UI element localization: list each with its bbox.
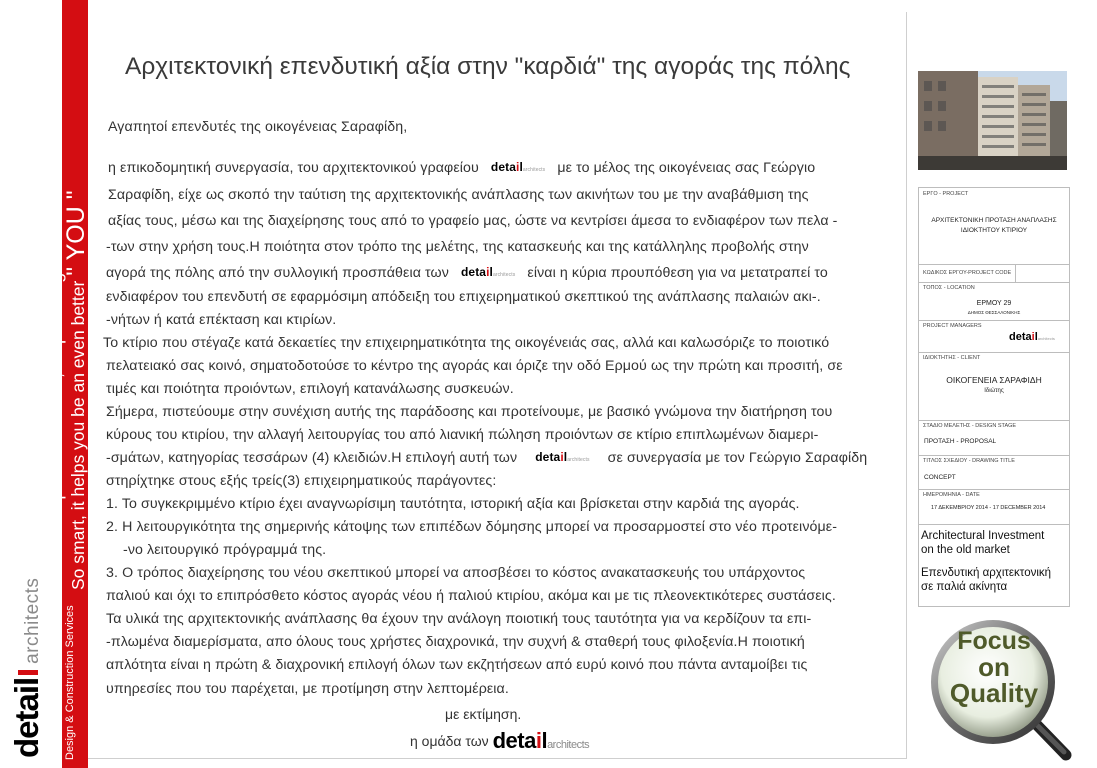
slogan-line-3: So smart, it helps you be an even better " YOU " <box>62 190 90 590</box>
letter-line-14: 1. Το συγκεκριμμένο κτίριο έχει αναγνωρίσιμη ταυτότητα, ιστορική αξία και βρίσκεται στην καρδιά της αγοράς. <box>106 496 800 512</box>
letter-line-21: απλότητα είναι η πρώτη & διαχρονική επιλογή όλων των εκζητήσεων από ευρύ κοινό που πάντα ανταμοίβει τις <box>106 657 808 673</box>
tb-client: ΙΔΙΟΚΤΗΤΗΣ - CLIENT ΟΙΚΟΓΕΝΕΙΑ ΣΑΡΑΦΙΔΗ Ιδιώτης <box>919 352 1069 421</box>
slogan-you: " YOU " <box>62 190 90 276</box>
letter-line-18: παλιού και όχι το επιπρόσθετο κόστος αγοράς νέου ή παλιού κτιρίου, ακόμα και με τις πλεονεκτικότερες συστάσεις. <box>106 588 836 604</box>
letter-line-22: υπηρεσίες που του παρέχεται, με προτίμηση στην λεπτομέρεια. <box>106 681 509 697</box>
tb-managers: PROJECT MANAGERS detailarchitects <box>919 320 1069 353</box>
letter-line-0: η επικοδομητική συνεργασία, του αρχιτεκτονικού γραφείου detailarchitects με το μέλος της οικογένειας σας Γεώργιο <box>108 160 816 176</box>
letter-line-8: πελατειακό σας κοινό, σηματοδοτούσε το κέντρο της αγοράς και όριζε την οδό Ερμού ως την πρώτη και προσιτή, σε <box>106 358 843 374</box>
letter-line-9: τιμές και ποιότητα προιόντων, επιλογή κατανάλωσης συσκευών. <box>106 381 514 397</box>
tb-project: ΕΡΓΟ - PROJECT ΑΡΧΙΤΕΚΤΟΝΙΚΗ ΠΡΟΤΑΣΗ ΑΝΑΠΛΑΣΗΣ ΙΔΙΟΚΤΗΤΟΥ ΚΤΙΡΙΟΥ <box>919 188 1069 265</box>
slogan-living: LIVING <box>18 435 51 540</box>
slogan-line-2: It becomes personalflexible, empowering and smart. <box>46 185 66 590</box>
inline-detail-logo: detailarchitects <box>490 160 546 174</box>
tb-managers-logo: detailarchitects <box>1009 331 1055 343</box>
logo-detail-text: detail <box>8 677 45 758</box>
tb-design-stage: ΣΤΑΔΙΟ ΜΕΛΕΤΗΣ - DESIGN STAGE ΠΡΟΤΑΣΗ - PROPOSAL <box>919 420 1069 456</box>
vertical-logo <box>8 578 46 758</box>
letter-line-16: -νο λειτουργικό πρόγραμμά της. <box>123 542 327 558</box>
tb-date: ΗΜΕΡΟΜΗΝΙΑ - DATE 17 ΔΕΚΕΜΒΡΙΟΥ 2014 - 17 DECEMBER 2014 <box>919 489 1069 525</box>
tb-drawing-title: ΤΙΤΛΟΣ ΣΧΕΔΙΟΥ - DRAWING TITLE CONCEPT <box>919 455 1069 490</box>
slogan <box>18 16 90 590</box>
inline-detail-logo: detailarchitects <box>460 265 516 279</box>
letter-line-7: Το κτίριο που στέγαζε κατά δεκαετίες την επιχειρηματικότητα της οικογένειάς σας, αλλά και καλωσόριζε το ποιοτικό <box>103 335 830 351</box>
badge-text <box>935 628 1053 706</box>
slogan-line-1: When LIVING is tailored to the individuall , it takes on new meaning. <box>18 16 51 590</box>
letter-line-17: 3. Ο τρόπος διαχείρησης του νέου σκεπτικού μπορεί να αποσβέσει το κόστος ανακατασκευής του υπάρχοντος <box>106 565 806 581</box>
tb-greek-title: Επενδυτική αρχιτεκτονική σε παλιά ακίνητα <box>921 567 1052 593</box>
closing-regards: με εκτίμηση. <box>445 706 522 722</box>
letter-line-5: ενδιαφέρον του επενδυτή σε εφαρμόσιμη απόδειξη του επιχειρηματικού σκεπτικού της ανάπλασης παλαιών ακι-. <box>106 289 821 305</box>
logo-architects-text: architects <box>22 577 43 664</box>
closing-signature: η ομάδα των detailarchitects <box>410 728 590 753</box>
focus-on-quality-badge <box>918 612 1078 762</box>
page-title: Αρχιτεκτονική επενδυτική αξία στην "καρδιά" της αγοράς της πόλης <box>125 53 851 80</box>
badge-on: on <box>978 652 1010 682</box>
tb-english-title: Architectural Investment on the old market <box>921 530 1045 556</box>
greeting: Αγαπητοί επενδυτές της οικογένειας Σαραφίδη, <box>108 119 408 135</box>
title-block <box>918 187 1070 607</box>
letter-line-20: -πλωμένα διαμερίσματα, απο όλους τους χρήστες διαχρονικά, την συχνή & σταθερή τους φιλοξενία.Η ποιοτική <box>106 634 805 650</box>
services-tagline: Design & Construction Services <box>64 605 76 760</box>
letter-line-4: αγορά της πόλης από την συλλογική προσπάθεια των detailarchitects είναι η κύρια προυπόθεση για να μετατραπεί το <box>106 265 828 281</box>
building-photo-drawing <box>918 71 1067 170</box>
letter-line-10: Σήμερα, πιστεύουμε στην συνέχιση αυτής της παράδοσης και προτείνουμε, με βασικό γνώμονα την διατήρηση του <box>106 404 833 420</box>
signature-logo: detailarchitects <box>492 728 590 753</box>
letter-line-12: -σμάτων, κατηγορίας τεσσάρων (4) κλειδιών.Η επιλογή αυτή των detailarchitects σε συνεργασία με τον Γεώργιο Σαραφίδη <box>106 450 868 466</box>
letter-line-19: Τα υλικά της αρχιτεκτονικής ανάπλασης θα έχουν την ανάλογη ποιοτική τους ταυτότητα για να κερδίζουν τα επι- <box>106 611 812 627</box>
tb-code-divider <box>1015 264 1016 282</box>
letter-line-13: στηρίχτηκε στους εξής τρείς(3) επιχειρηματικούς παράγοντες: <box>106 473 497 489</box>
inline-detail-logo: detailarchitects <box>535 450 590 464</box>
building-photo <box>918 71 1067 170</box>
letter-line-1: Σαραφίδη, είχε ως σκοπό την ταύτιση της αρχιτεκτονικής ανάπλασης των ακινήτων του με την αναβάθμιση της <box>108 187 809 203</box>
badge-focus: Focus <box>957 627 1031 655</box>
tb-project-code: ΚΩΔΙΚΟΣ ΕΡΓΟΥ-PROJECT CODE <box>919 264 1069 283</box>
badge-quality: Quality <box>949 678 1039 708</box>
letter-line-15: 2. Η λειτουργικότητα της σημερινής κάτοψης των επιπέδων δόμησης μπορεί να προσαρμοστεί στο νέο προτεινόμε- <box>106 519 838 535</box>
letter-line-11: κύρους του κτιρίου, την αλλαγή λειτουργίας του από λιανική πώληση προιόντων σε κτίριο επιπλωμένων διαμερι- <box>106 427 819 443</box>
letter-line-3: -των στην χρήση τους.Η ποιότητα στον τρόπο της μελέτης, της κατασκευής και της κατάλληλης προβολής στην <box>106 239 809 255</box>
letter-line-2: αξίας τους, μέσω και της διαχείρησης τους από το γραφείο μας, ώστε να κεντρίσει άμεσα το ενδιαφέρον των πελα - <box>108 213 838 229</box>
letter-line-6: -νήτων ή κατά επέκταση και κτιρίων. <box>106 312 337 328</box>
logo-red-bar <box>18 670 38 675</box>
tb-location: ΤΟΠΟΣ - LOCATION ΕΡΜΟΥ 29 ΔΗΜΟΣ ΘΕΣΣΑΛΟΝΙΚΗΣ <box>919 282 1069 321</box>
